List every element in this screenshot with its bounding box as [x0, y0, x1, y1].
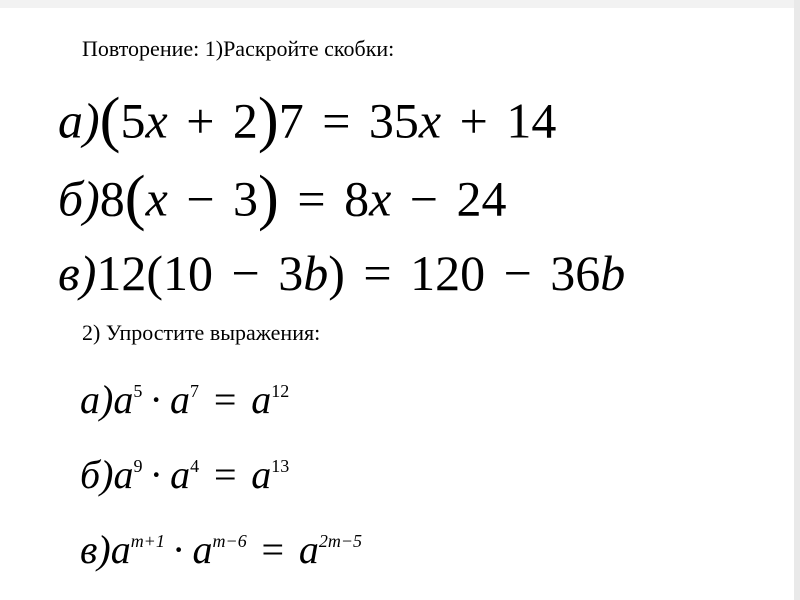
expand-item-b: б)8(x − 3) = 8x − 24 — [58, 162, 507, 232]
section2-title: 2) Упростите выражения: — [82, 320, 321, 345]
simplify-item-a: $а)a^5 \cdot a^7 = a^{12}$ — [80, 377, 290, 422]
item-label: б) — [80, 452, 114, 497]
item-label: а) — [80, 377, 114, 422]
item-label: в) — [80, 527, 111, 572]
item-label: в) — [58, 245, 97, 301]
item-label: б) — [58, 170, 100, 227]
simplify-item-b: $б)a^9 \cdot a^4 = a^{13}$ — [80, 452, 290, 497]
top-decor-strip — [0, 0, 800, 8]
section1-title: Повторение: 1)Раскройте скобки: — [82, 36, 395, 61]
expand-item-v: в)12(10 − 3b) = 120 − 36b — [58, 245, 626, 301]
item-label: а) — [58, 92, 100, 149]
expand-item-a: а)(5x + 2)7 = 35x + 14 — [58, 84, 557, 154]
right-decor-strip — [794, 0, 800, 600]
simplify-item-v: $в)a^{m+1} \cdot a^{m-6} = a^{2m-5}$ — [80, 527, 363, 572]
